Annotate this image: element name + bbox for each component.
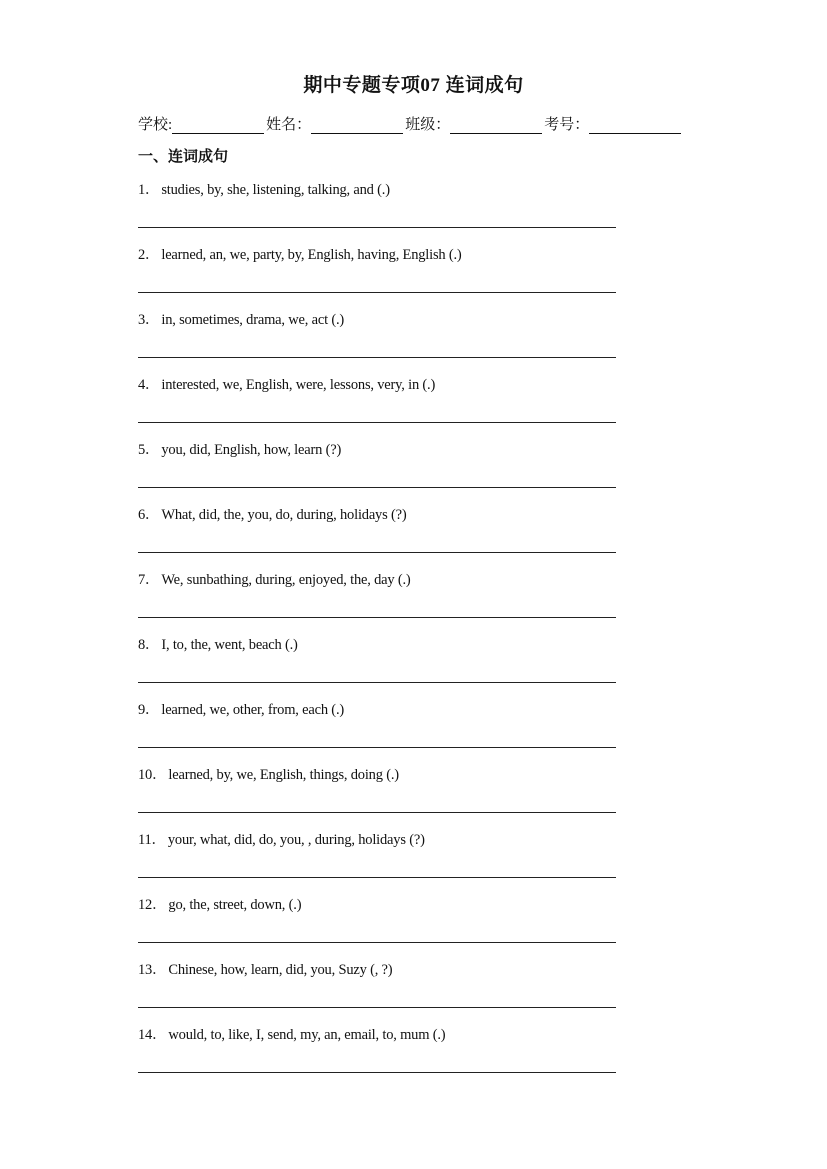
question-words: go, the, street, down, (.): [168, 897, 302, 913]
answer-line[interactable]: [138, 877, 616, 878]
question-number: 10．: [138, 767, 167, 783]
question-number: 5．: [138, 442, 160, 458]
question-number: 8．: [138, 637, 160, 653]
question-item: [138, 958, 616, 1023]
question-text: [138, 893, 301, 914]
answer-line[interactable]: [138, 747, 616, 748]
question-item: [138, 893, 616, 958]
question-text: [138, 568, 411, 589]
question-words: studies, by, she, listening, talking, and (.): [161, 182, 390, 198]
answer-line[interactable]: [138, 292, 616, 293]
answer-line[interactable]: [138, 422, 616, 423]
class-field: [405, 113, 544, 134]
student-info-row: [138, 112, 683, 134]
page-title: 期中专题专项07 连词成句: [303, 75, 524, 96]
answer-line[interactable]: [138, 617, 616, 618]
question-words: Chinese, how, learn, did, you, Suzy (, ?): [168, 962, 393, 978]
question-item: [138, 633, 616, 698]
question-number: 13．: [138, 962, 167, 978]
name-label: 姓名：: [266, 117, 312, 133]
answer-line[interactable]: [138, 1007, 616, 1008]
question-number: 4．: [138, 377, 160, 393]
answer-line[interactable]: [138, 812, 616, 813]
question-item: [138, 828, 616, 893]
question-text: [138, 828, 425, 849]
exam-number-field: [544, 113, 683, 134]
question-item: [138, 308, 616, 373]
question-words: learned, an, we, party, by, English, having, English (.): [161, 247, 462, 263]
question-number: 7．: [138, 572, 160, 588]
answer-line[interactable]: [138, 552, 616, 553]
question-number: 9．: [138, 702, 160, 718]
question-item: [138, 178, 616, 243]
question-text: [138, 503, 406, 524]
question-words: learned, by, we, English, things, doing (.): [168, 767, 399, 783]
question-item: [138, 568, 616, 633]
question-words: I, to, the, went, beach (.): [161, 637, 298, 653]
question-item: [138, 698, 616, 763]
question-words: interested, we, English, were, lessons, very, in (.): [161, 377, 436, 393]
question-number: 1．: [138, 182, 160, 198]
answer-line[interactable]: [138, 357, 616, 358]
answer-line[interactable]: [138, 1072, 616, 1073]
question-text: [138, 633, 298, 654]
question-item: [138, 503, 616, 568]
question-text: [138, 958, 392, 979]
question-words: would, to, like, I, send, my, an, email, to, mum (.): [168, 1027, 446, 1043]
exam-number-label: 考号：: [544, 117, 590, 133]
question-item: [138, 438, 616, 503]
question-item: [138, 763, 616, 828]
question-number: 6．: [138, 507, 160, 523]
class-label: 班级：: [405, 117, 451, 133]
school-label: 学校:: [138, 117, 173, 133]
answer-line[interactable]: [138, 227, 616, 228]
question-text: [138, 373, 435, 394]
answer-line[interactable]: [138, 682, 616, 683]
question-number: 14．: [138, 1027, 167, 1043]
question-item: [138, 243, 616, 308]
section-heading: 一、连词成句: [138, 149, 229, 165]
question-text: [138, 178, 390, 199]
question-text: [138, 308, 344, 329]
question-words: your, what, did, do, you, , during, holidays (?): [167, 832, 425, 848]
question-text: [138, 243, 462, 264]
exam-number-blank[interactable]: [589, 115, 681, 134]
question-number: 11．: [138, 832, 166, 848]
question-item: [138, 373, 616, 438]
question-words: learned, we, other, from, each (.): [161, 702, 344, 718]
school-blank[interactable]: [172, 115, 264, 134]
name-field: [266, 113, 405, 134]
school-field: [138, 113, 266, 134]
answer-line[interactable]: [138, 942, 616, 943]
name-blank[interactable]: [311, 115, 403, 134]
question-words: What, did, the, you, do, during, holidays (?): [161, 507, 407, 523]
question-number: 12．: [138, 897, 167, 913]
question-text: [138, 763, 399, 784]
question-number: 2．: [138, 247, 160, 263]
class-blank[interactable]: [450, 115, 542, 134]
question-text: [138, 698, 344, 719]
question-text: [138, 1023, 445, 1044]
question-number: 3．: [138, 312, 160, 328]
question-text: [138, 438, 341, 459]
question-item: [138, 1023, 616, 1088]
question-words: in, sometimes, drama, we, act (.): [161, 312, 345, 328]
question-words: We, sunbathing, during, enjoyed, the, day (.): [161, 572, 411, 588]
answer-line[interactable]: [138, 487, 616, 488]
question-words: you, did, English, how, learn (?): [161, 442, 342, 458]
